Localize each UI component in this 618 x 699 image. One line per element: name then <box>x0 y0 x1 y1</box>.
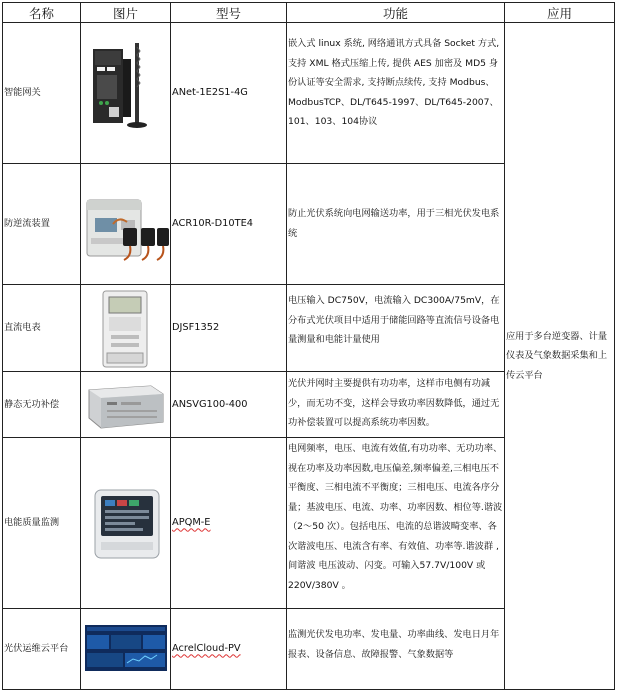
header-model: 型号 <box>171 3 287 23</box>
power-quality-monitor-image <box>81 438 171 609</box>
anti-backflow-meter-image <box>81 164 171 285</box>
row-model: DJSF1352 <box>171 285 287 372</box>
application-text: 应用于多台逆变器、计量仪表及气象数据采集和上传云平台 <box>506 330 608 381</box>
row-function <box>287 438 505 609</box>
header-name: 名称 <box>3 3 81 23</box>
row-function-text: 光伏并网时主要提供有功功率，这样市电侧有功减少，而无功不变，这样会导致功率因数降低，通过无功补偿装置可以提高系统功率因数。 <box>288 378 500 428</box>
row-image <box>81 164 171 285</box>
header-application: 应用 <box>505 3 615 23</box>
product-table <box>2 2 615 690</box>
row-name: 智能网关 <box>3 23 81 164</box>
row-model: ANSVG100-400 <box>171 372 287 438</box>
row-image <box>81 609 171 690</box>
row-function <box>287 285 505 372</box>
row-function-text: 电网频率，电压、电流有效值,有功功率、无功功率、视在功率及功率因数,电压偏差,频率偏差,三相电压不平衡度、三相电流不平衡度；三相电压、电流各序分量；基波电压、电流、功率、功率因数、相位等.谐波（2～50 次）。包括电压、电流的总谐波畸变率、各次谐波电压、电流含有率、有效值、功率等.谐波群 ,间谐波 电压波动、闪变。可输入57.7V/100V 或 220V/380V 。 <box>288 443 503 591</box>
row-name: 直流电表 <box>3 285 81 372</box>
row-function <box>287 372 505 438</box>
row-model: ANet-1E2S1-4G <box>171 23 287 164</box>
gateway-device-image <box>81 23 171 164</box>
row-function-text: 防止光伏系统向电网输送功率，用于三相光伏发电系统 <box>288 208 500 239</box>
row-image <box>81 372 171 438</box>
row-image <box>81 285 171 372</box>
table-row <box>3 23 615 164</box>
row-model <box>171 609 287 690</box>
row-model-text: APQM-E <box>172 517 211 529</box>
row-model-text: AcrelCloud-PV <box>172 643 241 655</box>
row-image <box>81 438 171 609</box>
row-model <box>171 438 287 609</box>
dc-meter-image <box>81 285 171 372</box>
row-name: 光伏运维云平台 <box>3 609 81 690</box>
header-image: 图片 <box>81 3 171 23</box>
row-function-text: 电压输入 DC750V，电流输入 DC300A/75mV，在分布式光伏项目中适用于储能回路等直流信号设备电量测量和电能计量使用 <box>288 295 500 345</box>
row-image <box>81 23 171 164</box>
header-function: 功能 <box>287 3 505 23</box>
row-name: 静态无功补偿 <box>3 372 81 438</box>
header-row <box>3 3 615 23</box>
row-name: 防逆流装置 <box>3 164 81 285</box>
row-function-text: 监测光伏发电功率、发电量、功率曲线、发电日月年报表、设备信息、故障报警、气象数据等 <box>288 629 500 660</box>
row-function <box>287 23 505 164</box>
row-model: ACR10R-D10TE4 <box>171 164 287 285</box>
row-name: 电能质量监测 <box>3 438 81 609</box>
row-function <box>287 164 505 285</box>
application-cell <box>505 23 615 690</box>
cloud-platform-screenshot-image <box>81 609 171 690</box>
svg-compensator-image <box>81 372 171 438</box>
row-function-text: 嵌入式 linux 系统, 网络通讯方式具备 Socket 方式, 支持 XML 格式压缩上传, 提供 AES 加密及 MD5 身份认证等安全需求, 支持断点续传, 支持 Modbus、ModbusTCP、DL/T645-1997、DL/T645-2007、101、103、104协议 <box>288 38 500 127</box>
row-function <box>287 609 505 690</box>
